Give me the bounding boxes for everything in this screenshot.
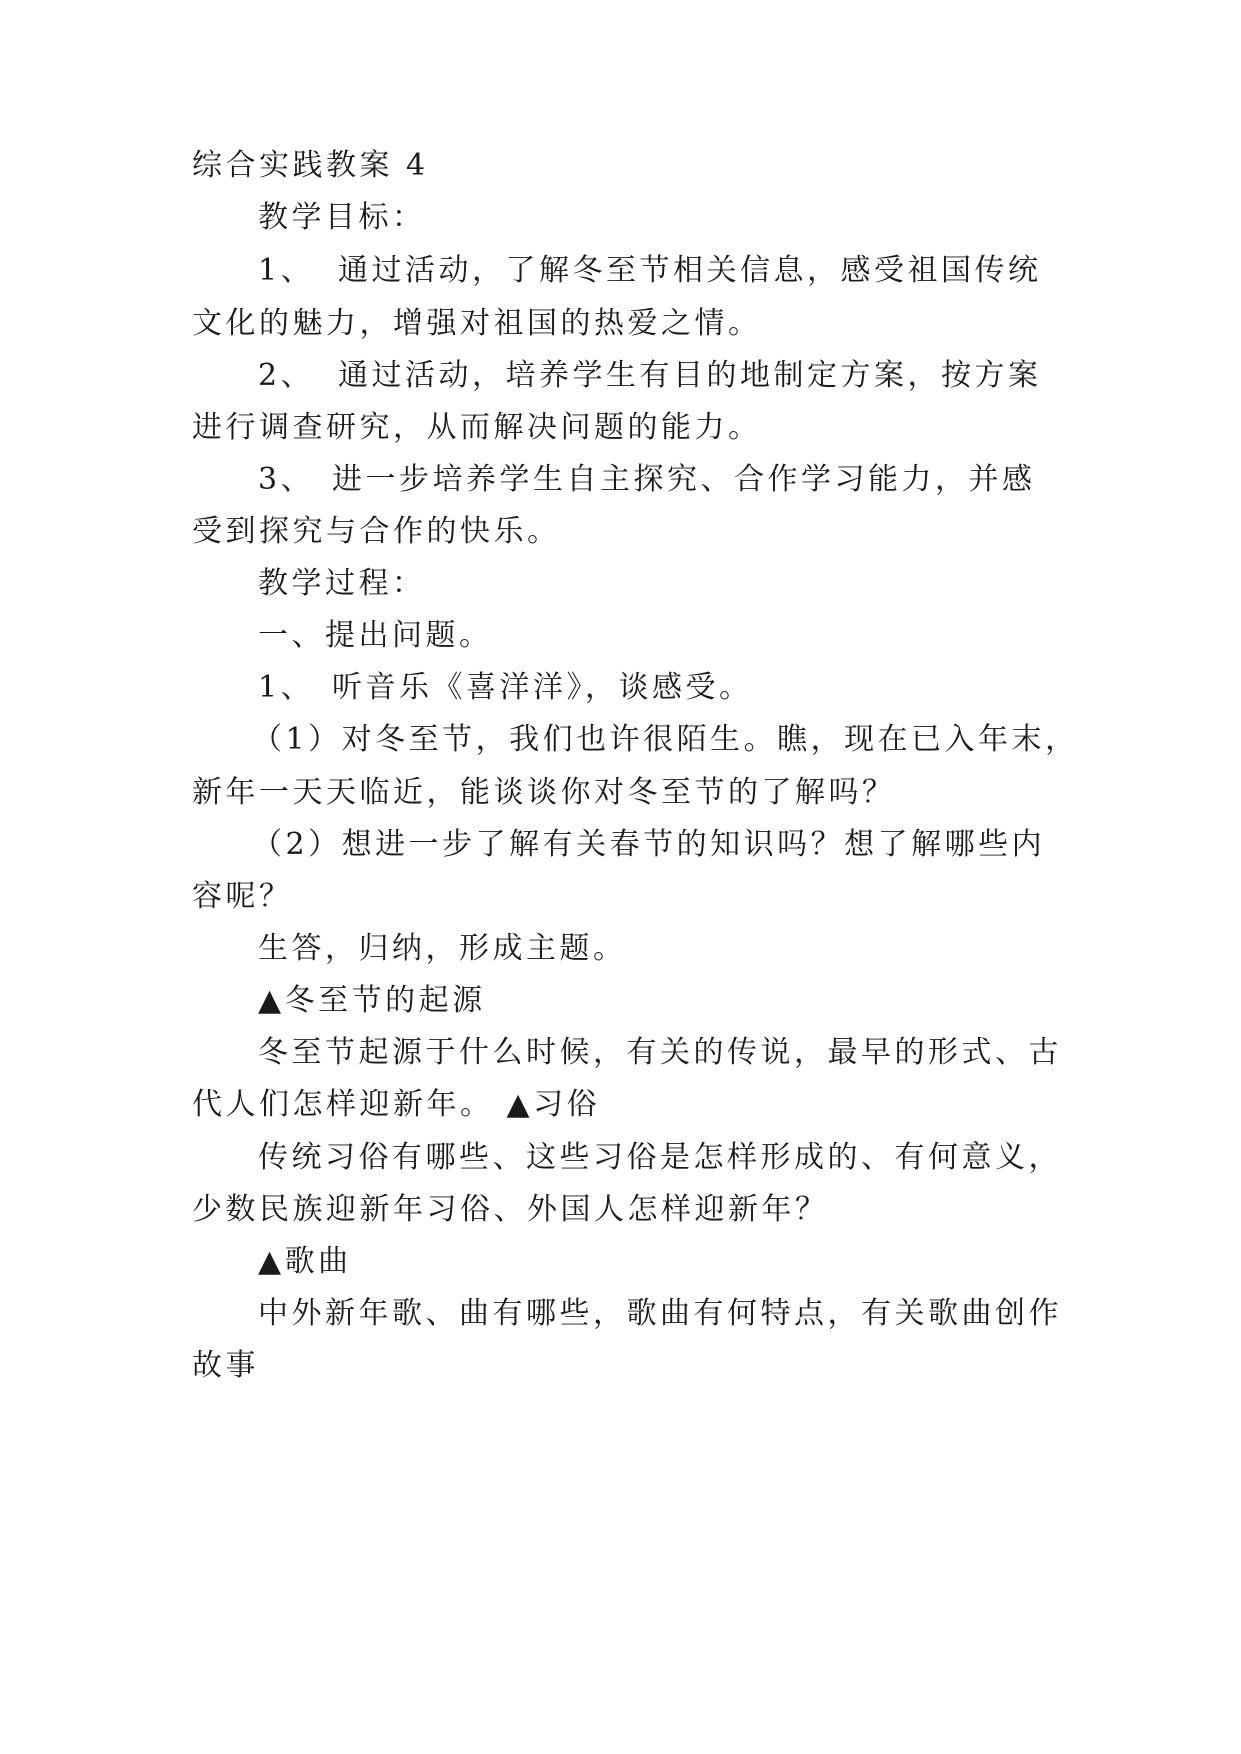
objective-3-first-line [258,458,1138,502]
topic-songs-heading: ▲歌曲 [258,1244,352,1279]
section-1-heading: 一、提出问题。 [258,618,493,653]
step-1-line [258,666,1138,710]
topic-origin-heading: ▲冬至节的起源 [258,983,486,1018]
objective-2-first-line [258,354,1138,398]
topic-origin-first-line: 冬至节起源于什么时候，有关的传说，最早的形式、古 [258,1035,1062,1070]
objective-3-text: 进一步培养学生自主探究、合作学习能力，并感 [332,462,1036,497]
step-1-text: 听音乐《喜洋洋》，谈感受。 [332,670,753,705]
question-1-first-line: （1）对冬至节，我们也许很陌生。瞧，现在已入年末， [252,722,1079,757]
question-1-second-line: 新年一天天临近，能谈谈你对冬至节的了解吗？ [192,775,896,810]
question-2-second-line: 容呢？ [192,879,293,914]
objective-1-text: 通过活动，了解冬至节相关信息，感受祖国传统 [338,253,1042,288]
topic-songs-first-line: 中外新年歌、曲有哪些，歌曲有何特点，有关歌曲创作 [258,1296,1062,1331]
process-heading: 教学过程： [258,566,426,601]
objective-2-text: 通过活动，培养学生有目的地制定方案，按方案 [338,358,1042,393]
summary-line: 生答，归纳，形成主题。 [258,931,627,966]
topic-origin-second-line: 代人们怎样迎新年。 ▲习俗 [192,1087,601,1122]
question-2-first-line: （2）想进一步了解有关春节的知识吗？想了解哪些内 [252,827,1046,862]
objective-2-second-line: 进行调查研究，从而解决问题的能力。 [192,410,762,445]
objective-2-number: 2、 [258,358,315,393]
topic-customs-first-line: 传统习俗有哪些、这些习俗是怎样形成的、有何意义， [258,1140,1062,1175]
document-title: 综合实践教案 4 [192,148,429,183]
objective-1-first-line [258,249,1138,293]
objectives-heading: 教学目标： [258,200,426,235]
topic-songs-second-line: 故事 [192,1348,259,1383]
objective-3-number: 3、 [258,462,315,497]
objective-1-number: 1、 [258,253,315,288]
step-1-number: 1、 [258,670,315,705]
topic-customs-second-line: 少数民族迎新年习俗、外国人怎样迎新年？ [192,1192,829,1227]
objective-1-second-line: 文化的魅力，增强对祖国的热爱之情。 [192,306,762,341]
objective-3-second-line: 受到探究与合作的快乐。 [192,514,561,549]
